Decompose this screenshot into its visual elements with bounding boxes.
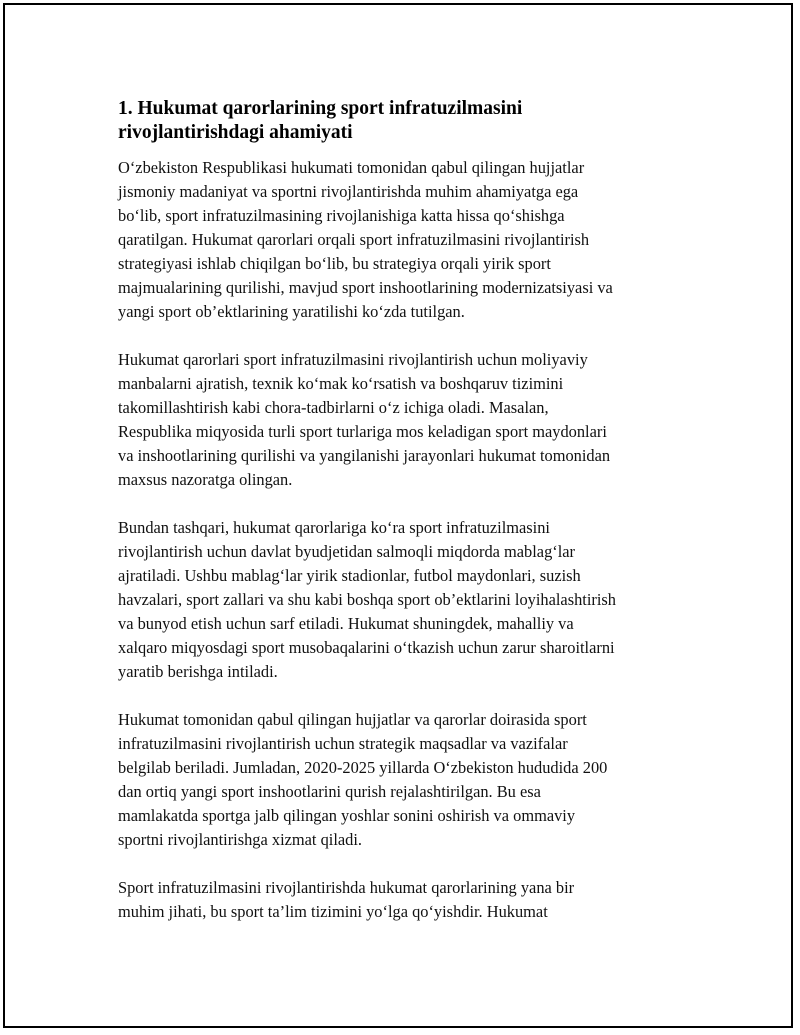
text-line: takomillashtirish kabi chora-tadbirlarni o‘z ichiga oladi. Masalan, — [118, 398, 549, 417]
text-line: majmualarining qurilishi, mavjud sport inshootlarining modernizatsiyasi va — [118, 278, 613, 297]
text-line: ajratiladi. Ushbu mablag‘lar yirik stadionlar, futbol maydonlari, suzish — [118, 566, 581, 585]
text-line: muhim jihati, bu sport ta’lim tizimini yo‘lga qo‘yishdir. Hukumat — [118, 902, 548, 921]
section-heading — [118, 96, 688, 144]
text-line: bo‘lib, sport infratuzilmasining rivojlanishiga katta hissa qo‘shishga — [118, 206, 565, 225]
text-line: Respublika miqyosida turli sport turlariga mos keladigan sport maydonlari — [118, 422, 607, 441]
text-line: qaratilgan. Hukumat qarorlari orqali sport infratuzilmasini rivojlantirish — [118, 230, 590, 249]
text-line: mamlakatda sportga jalb qilingan yoshlar sonini oshirish va ommaviy — [118, 806, 576, 825]
text-line: havzalari, sport zallari va shu kabi boshqa sport ob’ektlarini loyihalashtirish — [118, 590, 616, 609]
text-line: yaratib berishga intiladi. — [118, 662, 278, 681]
text-line: Sport infratuzilmasini rivojlantirishda hukumat qarorlarining yana bir — [118, 878, 575, 897]
text-line: Hukumat qarorlari sport infratuzilmasini rivojlantirish uchun moliyaviy — [118, 350, 588, 369]
text-line: infratuzilmasini rivojlantirish uchun strategik maqsadlar va vazifalar — [118, 734, 568, 753]
text-line: Bundan tashqari, hukumat qarorlariga ko‘ra sport infratuzilmasini — [118, 518, 550, 537]
paragraph-3 — [118, 516, 688, 684]
text-line: manbalarni ajratish, texnik ko‘mak ko‘rsatish va boshqaruv tizimini — [118, 374, 564, 393]
text-line: strategiyasi ishlab chiqilgan bo‘lib, bu strategiya orqali yirik sport — [118, 254, 551, 273]
text-line: jismoniy madaniyat va sportni rivojlantirishda muhim ahamiyatga ega — [118, 182, 579, 201]
text-line: Hukumat tomonidan qabul qilingan hujjatlar va qarorlar doirasida sport — [118, 710, 587, 729]
paragraph-2 — [118, 348, 688, 492]
text-line: va inshootlarining qurilishi va yangilanishi jarayonlari hukumat tomonidan — [118, 446, 611, 465]
document-body — [118, 96, 688, 948]
text-line: dan ortiq yangi sport inshootlarini qurish rejalashtirilgan. Bu esa — [118, 782, 541, 801]
text-line: yangi sport ob’ektlarining yaratilishi ko‘zda tutilgan. — [118, 302, 465, 321]
heading-line: rivojlantirishdagi ahamiyati — [118, 122, 353, 143]
heading-line: 1. Hukumat qarorlarining sport infratuzilmasini — [118, 98, 523, 119]
text-line: xalqaro miqyosdagi sport musobaqalarini o‘tkazish uchun zarur sharoitlarni — [118, 638, 615, 657]
text-line: sportni rivojlantirishga xizmat qiladi. — [118, 830, 362, 849]
text-line: O‘zbekiston Respublikasi hukumati tomonidan qabul qilingan hujjatlar — [118, 158, 585, 177]
paragraph-5 — [118, 876, 688, 924]
text-line: va bunyod etish uchun sarf etiladi. Hukumat shuningdek, mahalliy va — [118, 614, 574, 633]
paragraph-4 — [118, 708, 688, 852]
text-line: belgilab beriladi. Jumladan, 2020-2025 yillarda O‘zbekiston hududida 200 — [118, 758, 608, 777]
text-line: maxsus nazoratga olingan. — [118, 470, 293, 489]
text-line: rivojlantirish uchun davlat byudjetidan salmoqli miqdorda mablag‘lar — [118, 542, 576, 561]
paragraph-1 — [118, 156, 688, 324]
